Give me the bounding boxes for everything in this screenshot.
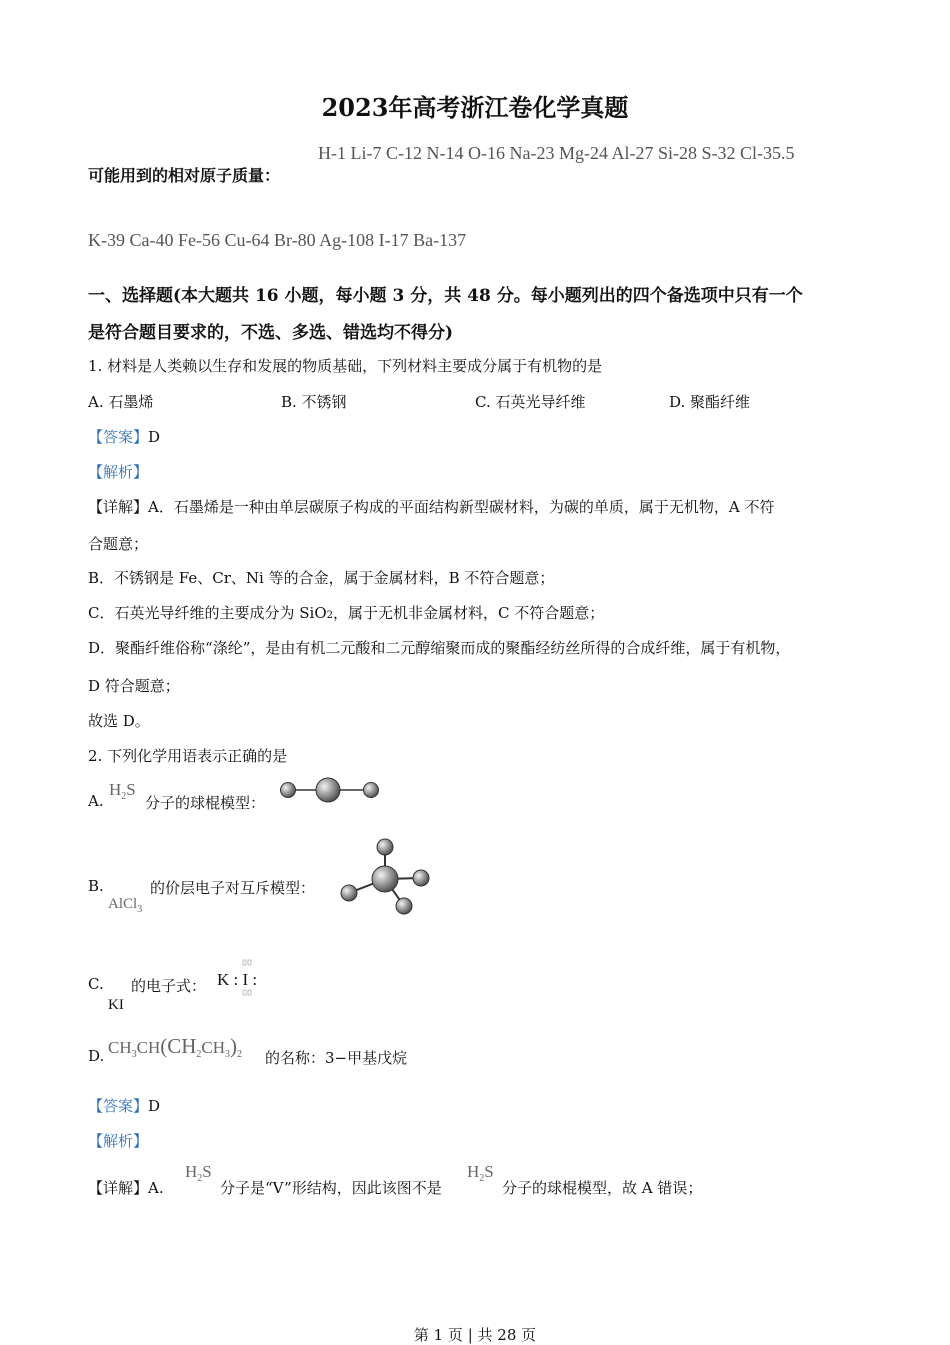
q1-detail-b: B．不锈钢是 Fe、Cr、Ni 等的合金，属于金属材料，B 不符合题意； xyxy=(88,569,555,587)
atomic-mass-line1: H-1 Li-7 C-12 N-14 O-16 Na-23 Mg-24 Al-27 Si-28 S-32 Cl-35.5 xyxy=(318,143,795,163)
detail-tag: 【详解】 xyxy=(88,1179,149,1197)
q2-option-a-text: 分子的球棍模型： xyxy=(145,794,266,812)
formula-part: ) xyxy=(230,1034,238,1058)
q2-stem: 2. 下列化学用语表示正确的是 xyxy=(88,747,288,765)
h2s-formula-detail-1 xyxy=(185,1162,212,1182)
formula-part: H xyxy=(109,780,122,799)
q1-option-d: D. 聚酯纤维 xyxy=(669,393,751,411)
q1-answer xyxy=(88,426,160,447)
q1-analysis-tag: 【解析】 xyxy=(88,463,149,481)
q2-option-a-label: A. xyxy=(88,792,104,810)
subscript: 2 xyxy=(326,610,333,621)
section-heading-line1: 一、选择题(本大题共 16 小题，每小题 3 分，共 48 分。每小题列出的四个备选项中只有一个 xyxy=(88,286,803,306)
formula-sub: 3 xyxy=(131,1049,137,1060)
formula-part: CH xyxy=(201,1038,226,1057)
atomic-mass-line2: K-39 Ca-40 Fe-56 Cu-64 Br-80 Ag-108 I-17 Ba-137 xyxy=(88,230,467,250)
answer-value: D xyxy=(148,1097,161,1115)
q2-analysis-tag: 【解析】 xyxy=(88,1132,149,1150)
lone-pair-dots xyxy=(242,958,256,1000)
q1-detail-d1: D．聚酯纤维俗称“涤纶”，是由有机二元酸和二元醇缩聚而成的聚酯经纺丝所得的合成纤维，属于有机物， xyxy=(88,639,791,657)
q1-conclusion: 故选 D。 xyxy=(88,712,150,730)
detail-tag: 【详解】 xyxy=(88,498,149,516)
formula-part: CH xyxy=(108,1038,132,1057)
q1-detail-a2: 合题意； xyxy=(88,535,149,553)
formula-part: S xyxy=(126,780,136,799)
atomic-mass-label: 可能用到的相对原子质量： xyxy=(88,166,281,185)
formula-part: H xyxy=(467,1162,480,1181)
ki-formula: KI xyxy=(108,997,124,1013)
formula-part: S xyxy=(484,1162,494,1181)
alcl3-formula xyxy=(108,896,142,913)
q2-detail-a-end: 分子的球棍模型，故 A 错误； xyxy=(502,1179,703,1197)
structural-formula xyxy=(108,1034,242,1059)
h2s-ball-stick-model xyxy=(278,775,382,807)
formula-sub: 2 xyxy=(479,1173,485,1184)
formula-part: H xyxy=(185,1162,198,1181)
detail-text: ，属于无机非金属材料，C 不符合题意； xyxy=(333,604,605,622)
q1-option-a: A. 石墨烯 xyxy=(88,393,154,411)
q2-option-c-label: C. xyxy=(88,975,104,993)
detail-text: C．石英光导纤维的主要成分为 SiO xyxy=(88,604,327,622)
q2-detail-a-lead xyxy=(88,1177,164,1198)
h2s-formula xyxy=(109,780,136,800)
q2-option-d-text: 的名称：3−甲基戊烷 xyxy=(265,1049,408,1067)
q1-detail-a1 xyxy=(88,496,774,517)
detail-text: A. xyxy=(148,1179,164,1197)
q1-option-c: C. 石英光导纤维 xyxy=(475,393,586,411)
detail-text: A．石墨烯是一种由单层碳原子构成的平面结构新型碳材料，为碳的单质，属于无机物，A 不符 xyxy=(148,498,775,516)
q2-option-d-label: D. xyxy=(88,1047,105,1065)
answer-value: D xyxy=(148,428,161,446)
formula-sub: 3 xyxy=(137,904,143,915)
q1-option-b: B. 不锈钢 xyxy=(281,393,347,411)
formula-part: S xyxy=(202,1162,212,1181)
page-footer: 第 1 页 | 共 28 页 xyxy=(413,1326,537,1344)
q2-option-c-text: 的电子式： xyxy=(131,977,207,995)
q2-answer xyxy=(88,1095,160,1116)
formula-part: (CH xyxy=(160,1034,197,1058)
answer-tag: 【答案】 xyxy=(88,1097,149,1115)
formula-part: CH xyxy=(136,1038,161,1057)
formula-sub: 3 xyxy=(225,1049,231,1060)
q2-option-b-label: B. xyxy=(88,877,104,895)
formula-sub: 2 xyxy=(237,1049,243,1060)
formula-sub: 2 xyxy=(196,1049,202,1060)
answer-tag: 【答案】 xyxy=(88,428,149,446)
q2-option-b-text: 的价层电子对互斥模型： xyxy=(150,879,316,897)
formula-part: AlCl xyxy=(108,896,138,912)
q1-stem: 1. 材料是人类赖以生存和发展的物质基础，下列材料主要成分属于有机物的是 xyxy=(88,357,603,375)
q2-detail-a-mid: 分子是“V”形结构，因此该图不是 xyxy=(220,1179,442,1197)
formula-sub: 2 xyxy=(121,791,127,802)
alcl3-vsepr-model xyxy=(335,832,435,922)
q1-detail-d2: D 符合题意； xyxy=(88,677,180,695)
h2s-formula-detail-2 xyxy=(467,1162,494,1182)
section-heading-line2: 是符合题目要求的，不选、多选、错选均不得分) xyxy=(88,323,454,343)
page-title: 2023年高考浙江卷化学真题 xyxy=(321,93,629,122)
ki-electron-formula: K : I : xyxy=(217,970,258,989)
formula-sub: 2 xyxy=(197,1173,203,1184)
q1-detail-c xyxy=(88,602,604,623)
